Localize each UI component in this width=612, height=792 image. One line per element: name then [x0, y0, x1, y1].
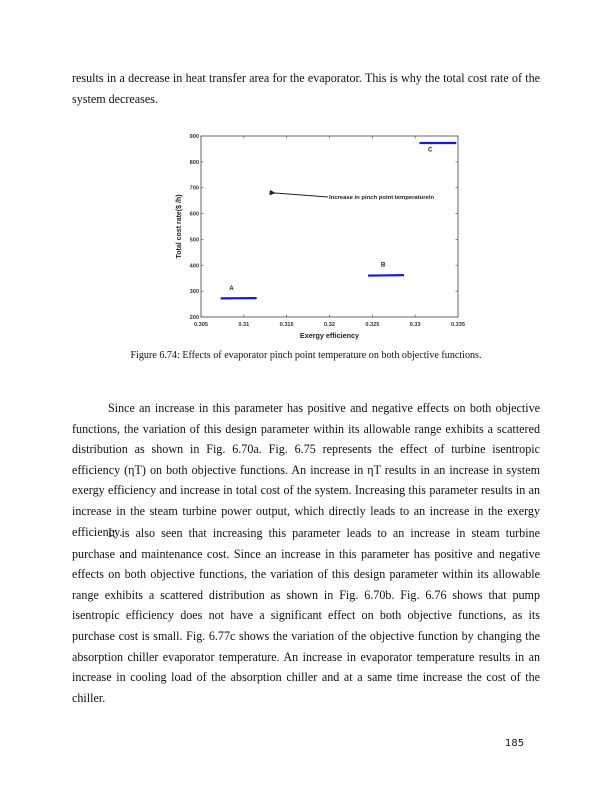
label-c: C	[428, 146, 433, 154]
y-axis-label: Total cost rate($ /h)	[176, 194, 183, 259]
paragraph-3: It is also seen that increasing this parameter leads to an increase in steam turbine purchase and maintenance cost. Since an increase in this parameter has positive and negative effects on both objective functions, the variation of this design parameter within its allowable range exhibits a scattered distribution as shown in Fig. 6.70b. Fig. 6.76 shows that pump isentropic efficiency does not have a significant effect on both objective functions, as its purchase cost is small. Fig. 6.77c shows the variation of the objective function by changing the absorption chiller evaporator temperature. An increase in evaporator temperature results in an increase in cooling load of the absorption chiller and at a same time increase the cost of the chiller.	[72, 526, 540, 705]
label-a: A	[229, 284, 234, 292]
y-tick-label: 200	[189, 315, 199, 321]
series-b	[368, 275, 404, 276]
y-tick-label: 700	[189, 185, 199, 192]
y-tick-label: 800	[189, 159, 199, 166]
label-b: B	[380, 261, 386, 269]
x-tick-label: 0.32	[324, 322, 335, 328]
y-tick-label: 300	[189, 289, 199, 296]
y-tick-label: 600	[189, 211, 199, 218]
y-tick-label: 500	[189, 237, 199, 244]
y-tick-label: 900	[189, 134, 199, 140]
page-number: 185	[505, 738, 525, 749]
paragraph-1: results in a decrease in heat transfer area for the evaporator. This is why the total cost rate of the system decreases.	[72, 71, 540, 106]
x-tick-label: 0.335	[451, 322, 465, 328]
x-axis-label: Exergy efficiency	[299, 331, 360, 340]
y-tick-label: 400	[189, 263, 199, 270]
annotation-text: Increase in pinch point temperatureIn	[329, 195, 435, 201]
figure-6-74-chart	[160, 125, 480, 345]
figure-caption: Figure 6.74: Effects of evaporator pinch point temperature on both objective functions.	[130, 350, 482, 361]
x-tick-label: 0.325	[365, 322, 380, 328]
x-tick-label: 0.315	[279, 322, 294, 328]
plot-frame	[201, 136, 458, 317]
x-tick-label: 0.31	[238, 322, 250, 328]
x-tick-label: 0.33	[409, 322, 421, 328]
x-tick-label: 0.305	[194, 322, 208, 328]
paragraph-2: Since an increase in this parameter has positive and negative effects on both objective functions, the variation of this design parameter within its allowable range exhibits a scattered distribution as shown in Fig. 6.70a. Fig. 6.75 represents the effect of turbine isentropic efficiency (ηT) on both objective functions. An increase in ηT results in an increase in system exergy efficiency and increase in total cost of the system. Increasing this parameter results in an increase in the steam turbine power output, which directly leads to an increase in the exergy efficiency.	[72, 401, 540, 539]
